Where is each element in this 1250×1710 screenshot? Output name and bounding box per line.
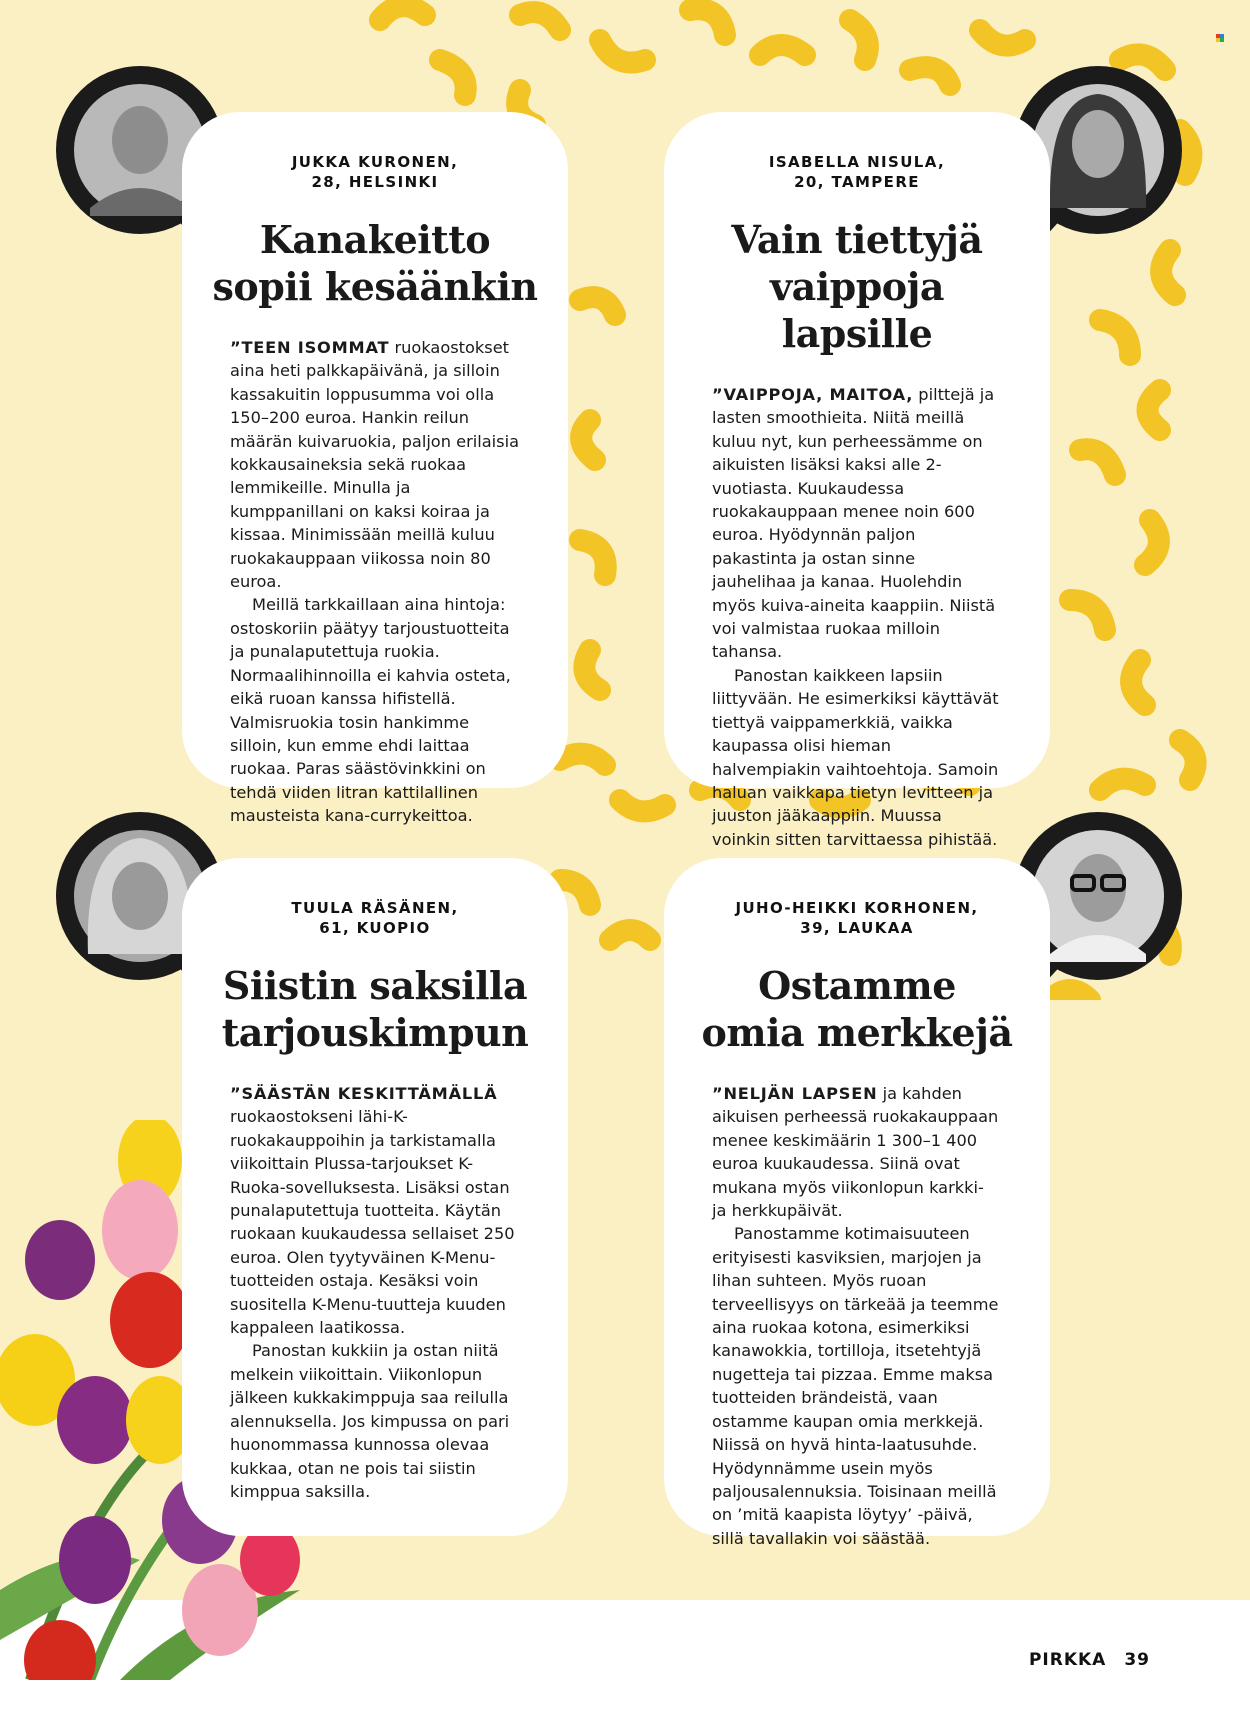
lead-in: ”TEEN ISOMMAT [230,338,390,357]
body-text [230,1082,520,1503]
lead-in: ”NELJÄN LAPSEN [712,1084,878,1103]
headline-line-2: tarjouskimpun [221,1010,529,1055]
paragraph-2: Panostan kukkiin ja ostan niitä melkein viikoittain. Viikonlopun jälkeen kukkakimppuja saa reilulla alennuksella. Jos kimpussa on pari huonommassa kunnossa olevaa kukkaa, otan ne pois tai siistin kimppua saksilla. [230,1341,510,1501]
headline-line-1: Vain tiettyjä [731,217,983,262]
headline-line-1: Ostamme [758,963,956,1008]
brand-name: PIRKKA [1028,1650,1107,1670]
testimonial-card-isabella [664,112,1050,849]
page-number: 39 [1124,1650,1150,1670]
body-text [230,336,520,828]
body-text [712,383,1002,851]
person-name-line: JUHO-HEIKKI KORHONEN, [735,899,979,917]
person-name [712,898,1002,938]
body-text [712,1082,1002,1550]
paragraph-1: ja kahden aikuisen perheessä ruokakauppaan menee keskimäärin 1 300–1 400 euroa kuukaudessa. Siinä ovat mukana myös viikonlopun karkki- ja herkkupäivät. [712,1084,999,1221]
paragraph-1: ruokaostokset aina heti palkkapäivänä, ja silloin kassakuitin loppusumma voi olla 150–200 euroa. Hankin reilun määrän kuivaruokia, paljon erilaisia kokkausaineksia sekä ruokaa lemmikeille. Minulla ja kumppanillani on kaksi koiraa ja kissaa. Minimissään meillä kuluu ruokakauppaan viikossa noin 80 euroa. [230,338,519,592]
person-name [230,152,520,192]
headline-line-1: Kanakeitto [259,217,491,262]
person-name [230,898,520,938]
headline-line-2: omia merkkejä [701,1010,1013,1055]
color-mark-icon [1216,34,1224,42]
person-name-line: ISABELLA NISULA, [768,153,946,171]
paragraph-2: Panostan kaikkeen lapsiin liittyvään. He esimerkiksi käyttävät tiettyä vaippamerkkiä, vaikka kaupassa olisi hieman halvempiakin vaihtoehtoja. Samoin haluan vaikkapa tietyn levitteen ja juuston jääkaappiin. Muussa voinkin sitten tarvittaessa pihistää. [712,665,999,849]
person-age-city: 61, KUOPIO [319,919,431,937]
testimonial-card-tuula [182,858,568,1536]
page-folio [1029,1650,1150,1670]
headline-line-2: sopii kesäänkin [212,264,538,309]
paragraph-2: Panostamme kotimaisuuteen erityisesti kasviksien, marjojen ja lihan suhteen. Myös ruoan terveellisyys on tärkeää ja teemme aina ruokaa kotona, esimerkiksi kanawokkia, tortilloja, itsetehtyjä nugetteja tai pizzaa. Emme maksa tuotteiden brändeistä, vaan ostamme kaupan omia merkkejä. Niissä on hyvä hinta-laatusuhde. Hyödynnämme usein myös paljousalennuksia. Toisinaan meillä on ’mitä kaapista löytyy’ -päivä, sillä tavallakin voi säästää. [712,1224,999,1548]
headline [210,216,540,310]
lead-in: ”VAIPPOJA, MAITOA, [712,385,914,404]
person-age-city: 39, LAUKAA [800,919,914,937]
headline-line-1: Siistin saksilla [222,963,528,1008]
person-name-line: TUULA RÄSÄNEN, [291,899,459,917]
testimonial-card-juho [664,858,1050,1548]
paragraph-2: Meillä tarkkaillaan aina hintoja: ostoskoriin päätyy tarjoustuotteita ja punalaputettuja ruokia. Normaalihinnoilla ei kahvia osteta, eikä ruoan kanssa hifistellä. Valmisruokia tosin hankimme silloin, kun emme ehdi laittaa ruokaa. Paras säästövinkkini on tehdä viiden litran kattilallinen mausteista kana-currykeittoa. [230,595,511,826]
paragraph-1: pilttejä ja lasten smoothieita. Niitä meillä kuluu nyt, kun perheessämme on aikuisten lisäksi kaksi alle 2-vuotiasta. Kuukaudessa ruokakauppaan menee noin 600 euroa. Hyödynnän paljon pakastinta ja ostan sinne jauhelihaa ja kanaa. Huolehdin myös kuiva-aineita kaappiin. Niistä voi valmistaa ruokaa milloin tahansa. [712,385,996,662]
lead-in: ”SÄÄSTÄN KESKITTÄMÄLLÄ [230,1084,498,1103]
person-name [712,152,1002,192]
person-name-line: JUKKA KURONEN, [291,153,459,171]
headline [692,216,1022,357]
person-age-city: 20, TAMPERE [794,173,920,191]
paragraph-1: ruokaostokseni lähi-K-ruokakauppoihin ja tarkistamalla viikoittain Plussa-tarjoukset K-Ruoka-sovelluksesta. Lisäksi ostan punalaputettuja tuotteita. Käytän ruokaan kuukaudessa sellaiset 250 euroa. Olen tyytyväinen K-Menu-tuotteiden ostaja. Kesäksi voin suositella K-Menu-tuutteja kuuden kappaleen laatikossa. [230,1107,515,1338]
person-age-city: 28, HELSINKI [311,173,439,191]
headline [210,962,540,1056]
headline [692,962,1022,1056]
headline-line-2: vaippoja lapsille [770,264,944,356]
testimonial-card-jukka [182,112,568,826]
